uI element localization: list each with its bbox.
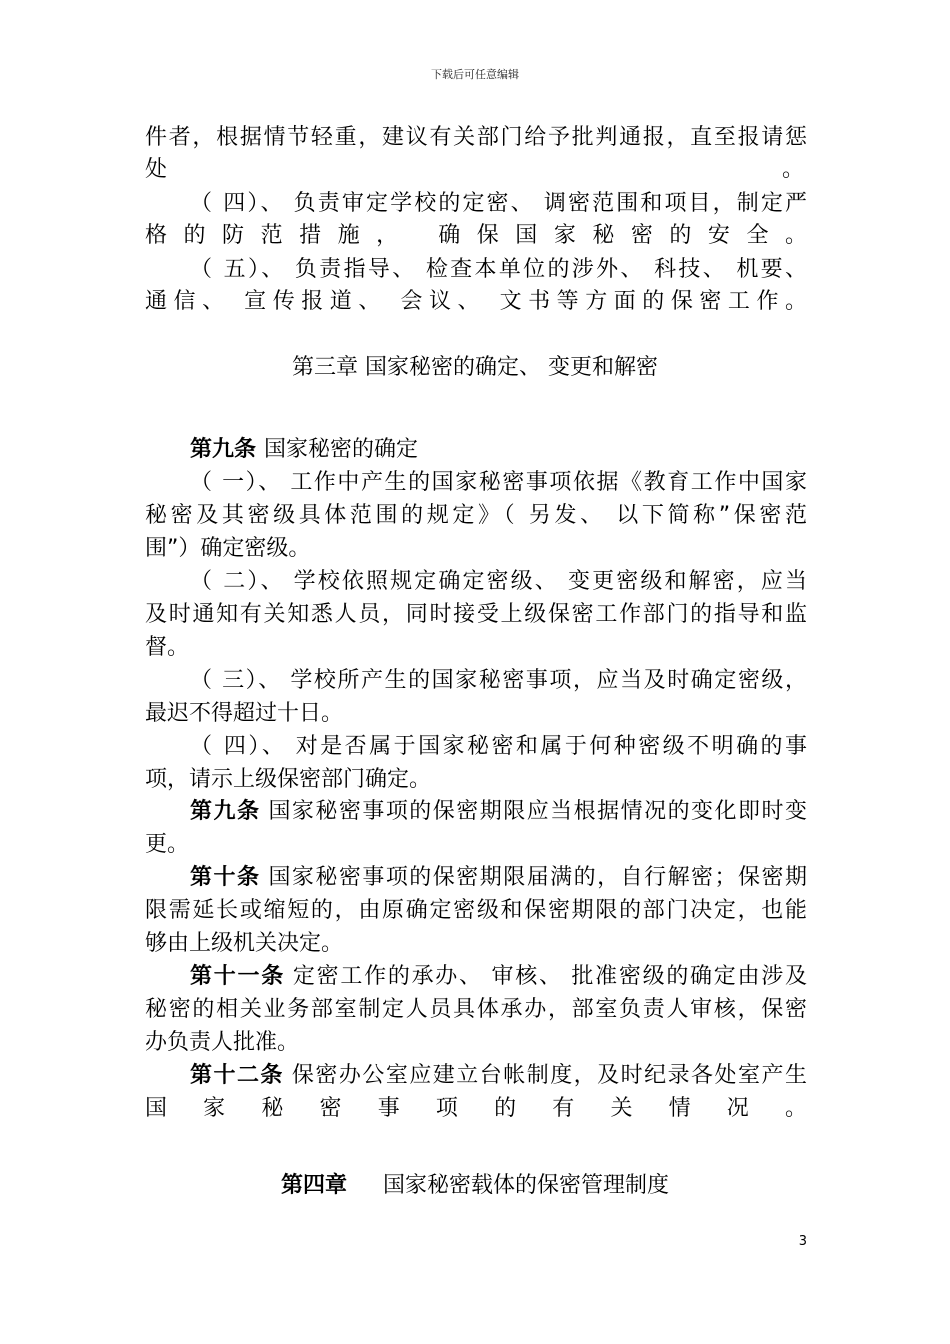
article-text: 国家秘密事项的保密期限届满的，自行解密；保密期 [268,865,807,890]
text-line: 件者，根据情节轻重，建议有关部门给予批判通报，直至报请惩 [145,125,807,150]
article-line [190,1061,807,1091]
article-title: 国家秘密的确定 [264,437,419,462]
article-text: 保密办公室应建立台帐制度，及时纪录各处室产生 [291,1063,807,1088]
article-label: 第十二条 [190,1063,284,1088]
chapter-heading [0,1171,950,1201]
text-line: （ 一）、 工作中产生的国家秘密事项依据《教育工作中国家 [190,470,807,495]
text-line: 秘密及其密级具体范围的规定》（ 另发、 以下简称”保密范 [145,503,807,528]
article-label: 第十条 [190,865,261,890]
text-line: 及时通知有关知悉人员，同时接受上级保密工作部门的指导和监 [145,602,807,627]
article-line [190,863,807,893]
text-line: （ 五）、 负责指导、 检查本单位的涉外、 科技、 机要、 [190,257,807,282]
text-line: 项，请示上级保密部门确定。 [145,767,432,792]
article-line [190,962,807,992]
article-text: 国家秘密事项的保密期限应当根据情况的变化即时变 [268,799,807,824]
text-line: 围”）确定密级。 [145,536,311,561]
text-line: 通信、 宣传报道、 会议、 文书等方面的保密工作。 [145,289,807,314]
chapter-label: 第四章 [280,1173,347,1198]
header-watermark: 下载后可任意编辑 [431,68,519,81]
article-text: 定密工作的承办、 审核、 批准密级的确定由涉及 [292,964,807,989]
text-fragment: 处 [145,157,168,182]
text-line: （ 四）、 对是否属于国家秘密和属于何种密级不明确的事 [190,734,807,759]
text-line: 够由上级机关决定。 [145,931,344,956]
text-line: （ 四）、 负责审定学校的定密、 调密范围和项目，制定严 [190,191,807,216]
text-line: 秘密的相关业务部室制定人员具体承办，部室负责人审核，保密 [145,997,807,1022]
text-line: 格的防范措施， 确保国家秘密的安全。 [145,223,807,248]
page-number: 3 [798,1234,807,1249]
article-label: 第十一条 [190,964,285,989]
chapter-title: 国家秘密载体的保密管理制度 [383,1173,670,1198]
text-line: （ 三）、 学校所产生的国家秘密事项，应当及时确定密级， [190,668,807,693]
text-line [145,155,807,185]
text-fragment: 。 [782,157,805,182]
article-label: 第九条 [190,799,261,824]
article-heading [190,435,807,465]
text-line: 办负责人批准。 [145,1030,300,1055]
text-line: 限需延长或缩短的，由原确定密级和保密期限的部门决定，也能 [145,898,807,923]
article-line [190,797,807,827]
text-line: 更。 [145,832,190,857]
chapter-heading: 第三章 国家秘密的确定、 变更和解密 [292,355,658,380]
text-line: 督。 [145,635,190,660]
text-line: （ 二）、 学校依照规定确定密级、 变更密级和解密，应当 [190,569,807,594]
article-label: 第九条 [190,437,257,462]
text-line: 最迟不得超过十日。 [145,701,344,726]
text-line: 国家秘密事项的有关情况。 [145,1096,807,1121]
